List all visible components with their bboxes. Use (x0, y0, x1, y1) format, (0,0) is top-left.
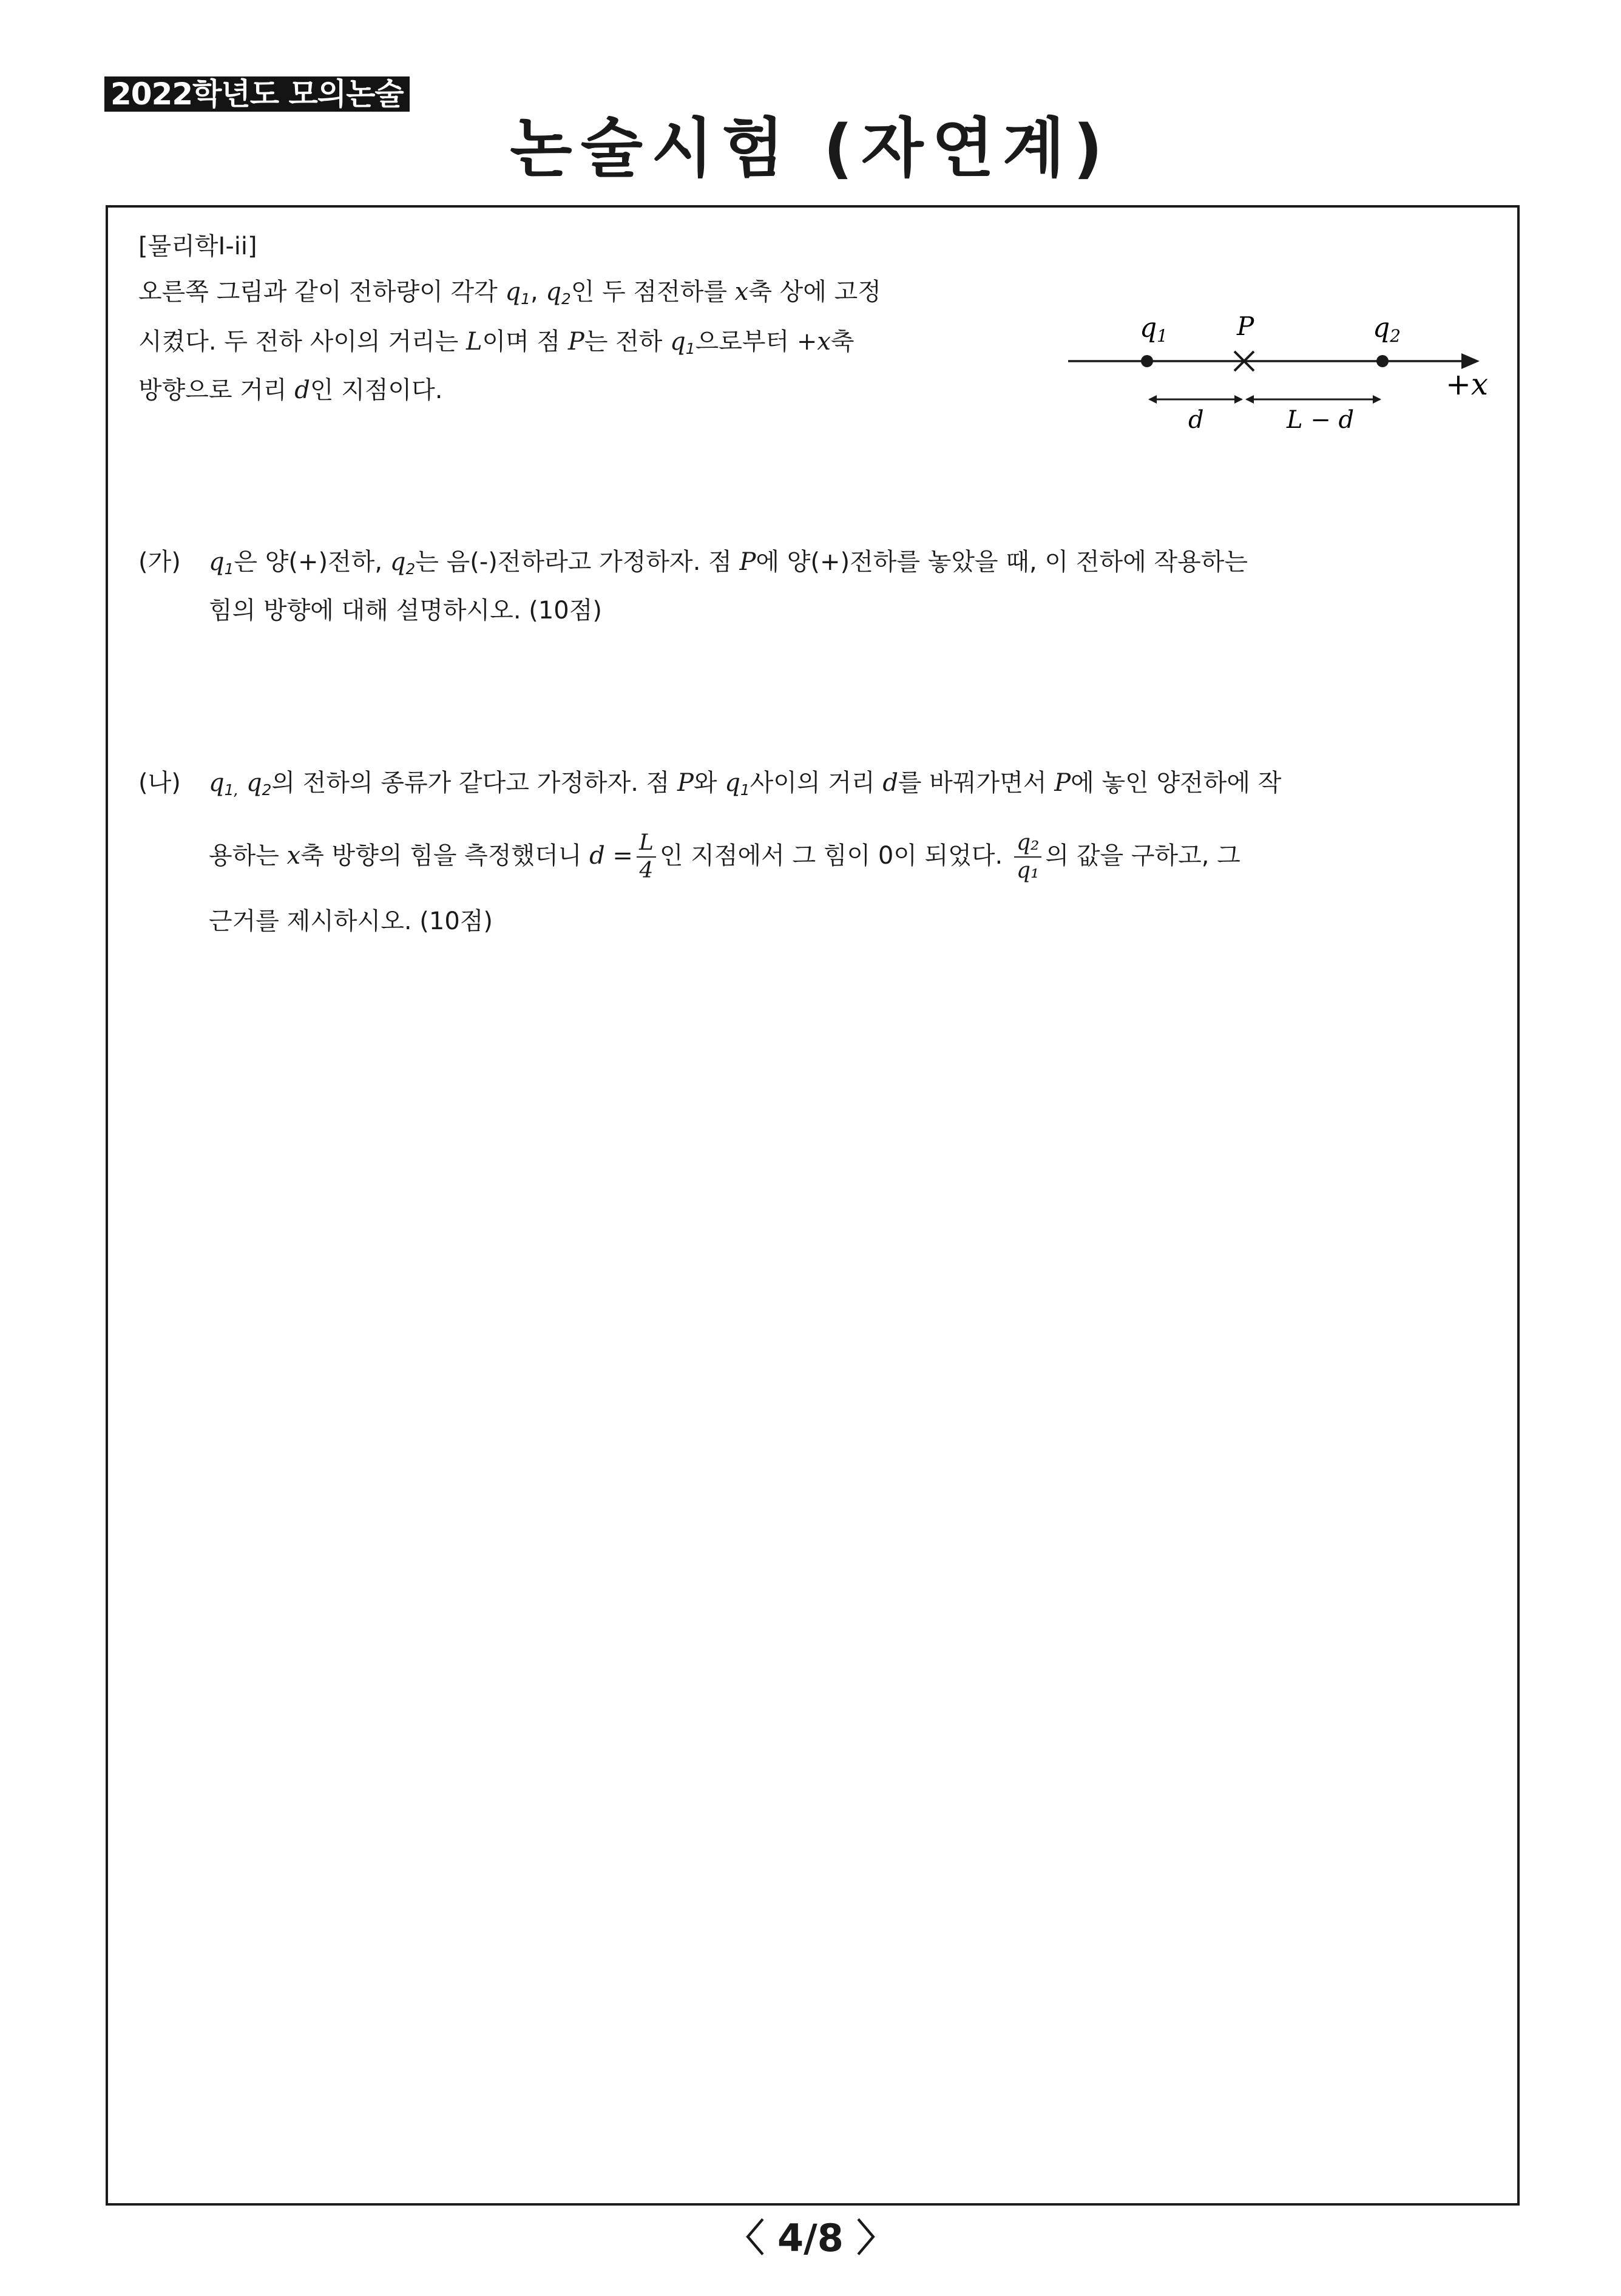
section-heading: [물리학Ⅰ-ii] (138, 232, 257, 260)
part-b-line-3: 근거를 제시하시오. (10점) (209, 907, 493, 935)
ld-label: L − d (1287, 406, 1355, 434)
q1-label: q1 (1140, 313, 1168, 346)
part-a-line-1: $q_1$은 양(+)전하, $q_2$는 음(-)전하라고 가정하자. 점 P에 양(+)전하를 놓았을 때, 이 전하에 작용하는 (209, 548, 1248, 578)
part-b-line-2: 용하는 x축 방향의 힘을 측정했더니 d = $\frac{L}{4}$ 인 지점에서 그 힘이 0이 되었다. $\frac{\text{q₂}}{\text{q₁}}$ 의 값을 구하고, 그 (209, 830, 1240, 883)
charge-q1-dot (1141, 355, 1153, 367)
intro-line-2: 시켰다. 두 전하 사이의 거리는 L이며 점 P는 전하 $q_1$으로부터 +x축 (138, 328, 854, 357)
d-label: d (1188, 406, 1204, 434)
p-label: P (1237, 311, 1254, 341)
part-a-line-2: 힘의 방향에 대해 설명하시오. (10점) (209, 597, 603, 625)
charge-q2-dot (1376, 355, 1389, 367)
d-equals: d = (589, 842, 633, 870)
part-b-line-1: $q_{1,}$ $q_2$의 전하의 종류가 같다고 가정하자. 점 P와 $q_1$사이의 거리 d를 바꿔가면서 P에 놓인 양전하에 작 (209, 769, 1282, 799)
page-number: 〈 4/8 〉 (726, 2216, 895, 2260)
q2-label: q2 (1373, 313, 1401, 346)
part-a-label: (가) (138, 548, 181, 576)
part-b-label: (나) (138, 769, 181, 797)
problem-frame (106, 205, 1520, 2206)
exam-title: 논술시험 (자연계) (510, 111, 1111, 186)
exam-year-badge: 2022학년도 모의논술 (104, 76, 410, 112)
fraction-q2-over-q1: $\frac{\text{q₂}}{\text{q₁}}$ (1014, 830, 1041, 884)
intro-line-3: 방향으로 거리 d인 지점이다. (138, 376, 443, 404)
axis-label: +x (1446, 367, 1489, 402)
fraction-l-over-4: $\frac{L}{4}$ (637, 830, 656, 884)
intro-line-1: 오른쪽 그림과 같이 전하량이 각각 $q_1$, $q_2$인 두 점전하를 x축 상에 고정 (138, 278, 881, 308)
charge-diagram (1056, 303, 1505, 449)
